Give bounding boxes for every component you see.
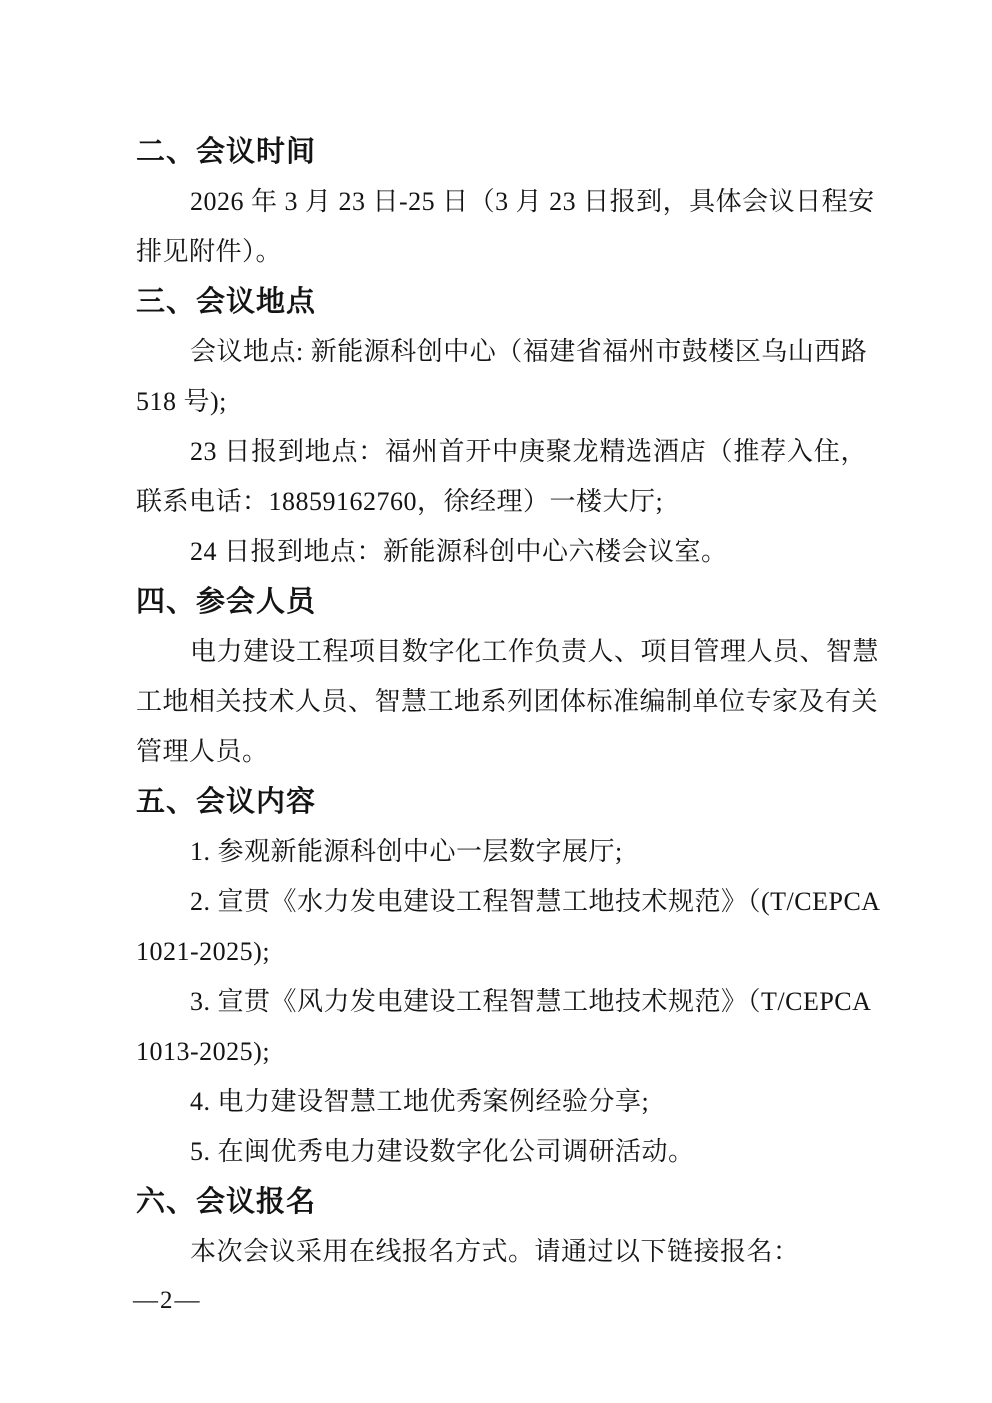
section-heading-participants: 四、参会人员 [136, 586, 317, 618]
page-number: —2— [133, 1287, 202, 1314]
section-heading-registration: 六、会议报名 [136, 1186, 317, 1218]
list-item-line: 1. 参观新能源科创中心一层数字展厅; [190, 837, 623, 866]
paragraph-line: 会议地点: 新能源科创中心（福建省福州市鼓楼区乌山西路 [190, 337, 868, 366]
list-item-line: 4. 电力建设智慧工地优秀案例经验分享; [190, 1087, 650, 1116]
section-heading-meeting-location: 三、会议地点 [136, 286, 317, 318]
list-item-line: 1013-2025); [136, 1037, 271, 1066]
section-heading-meeting-content: 五、会议内容 [136, 786, 317, 818]
list-item-line: 5. 在闽优秀电力建设数字化公司调研活动。 [190, 1137, 695, 1166]
paragraph-line: 电力建设工程项目数字化工作负责人、项目管理人员、智慧 [190, 637, 880, 666]
section-heading-meeting-time: 二、会议时间 [136, 136, 317, 168]
paragraph-line: 2026 年 3 月 23 日-25 日（3 月 23 日报到，具体会议日程安 [190, 187, 875, 216]
list-item-line: 1021-2025); [136, 937, 271, 966]
list-item-line: 3. 宣贯《风力发电建设工程智慧工地技术规范》（T/CEPCA [190, 987, 872, 1016]
paragraph-line: 排见附件）。 [136, 237, 283, 266]
paragraph-line: 518 号); [136, 387, 227, 416]
list-item-line: 2. 宣贯《水力发电建设工程智慧工地技术规范》（(T/CEPCA [190, 887, 881, 916]
paragraph-line: 23 日报到地点：福州首开中庚聚龙精选酒店（推荐入住， [190, 437, 867, 466]
paragraph-line: 联系电话：18859162760，徐经理）一楼大厅; [136, 487, 664, 516]
document-body [136, 127, 881, 1277]
paragraph-line: 工地相关技术人员、智慧工地系列团体标准编制单位专家及有关 [136, 687, 879, 716]
paragraph-line: 24 日报到地点：新能源科创中心六楼会议室。 [190, 537, 728, 566]
paragraph-line: 本次会议采用在线报名方式。请通过以下链接报名： [190, 1237, 800, 1266]
paragraph-line: 管理人员。 [136, 737, 269, 766]
